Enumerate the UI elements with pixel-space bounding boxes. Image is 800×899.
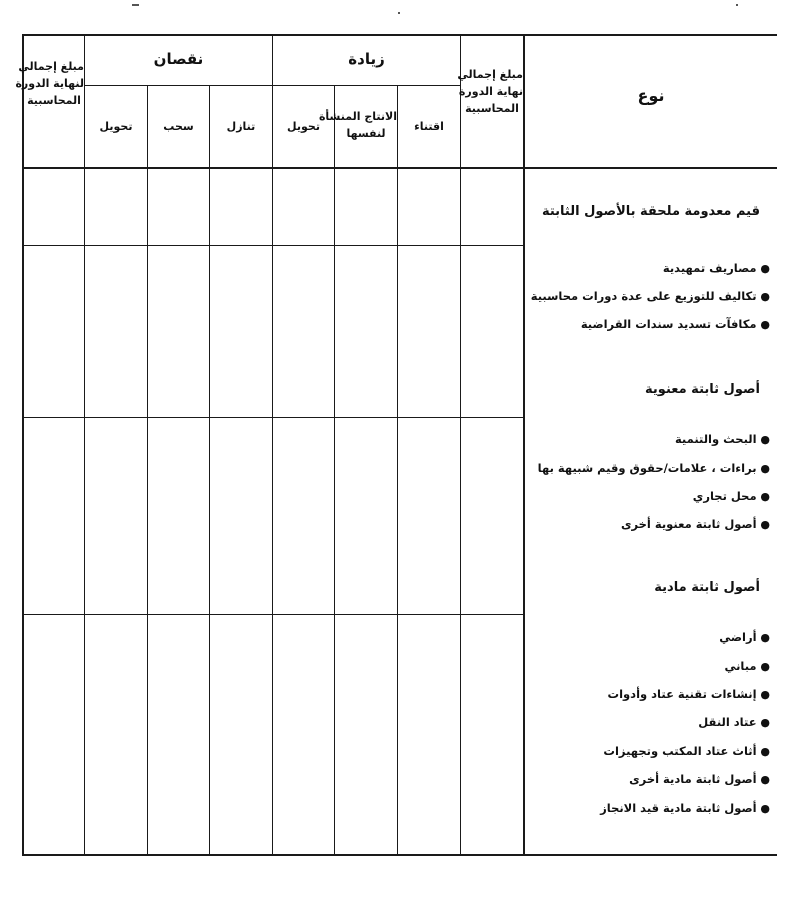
increase-header: زيادة xyxy=(348,50,385,68)
increase-col-transfer: تحويل xyxy=(287,120,320,133)
closing-total-header: مبلغ إجمالي لنهاية الدورة المحاسبية xyxy=(15,60,84,107)
column-divider xyxy=(84,34,85,856)
list-item: ● البحث والتنمية xyxy=(675,432,770,446)
list-item: ● مكافآت تسديد سندات القراضية xyxy=(581,317,770,331)
column-divider xyxy=(460,34,461,856)
table-bottom-border xyxy=(22,854,777,856)
scan-speck xyxy=(736,4,738,6)
list-item: ● مصاريف تمهيدية xyxy=(663,261,770,275)
decrease-col-withdrawal: سحب xyxy=(163,120,194,133)
row-divider xyxy=(22,417,524,418)
list-item: ● براءات ، علامات/حقوق وقيم شبيهة بها xyxy=(538,461,770,475)
opening-total-header: مبلغ إجمالي نهاية الدورة المحاسبية xyxy=(457,68,523,115)
decrease-header: نقصان xyxy=(153,50,204,68)
row-divider xyxy=(22,614,524,615)
table-top-border xyxy=(22,34,777,36)
list-item: ● أصول ثابتة معنوية أخرى xyxy=(621,517,770,531)
type-header: نوع xyxy=(637,86,665,105)
decrease-col-transfer: تحويل xyxy=(99,120,133,133)
scan-speck xyxy=(398,12,400,14)
list-item: ● أثاث عتاد المكتب وتجهيزات xyxy=(603,744,770,758)
scan-speck xyxy=(132,4,139,6)
section-title-tangible-assets: أصول ثابتة مادية xyxy=(654,580,760,595)
column-divider xyxy=(272,34,273,856)
header-bottom-border xyxy=(22,167,777,169)
group-header-divider xyxy=(85,85,461,86)
decrease-col-disposal: تنازل xyxy=(226,120,256,133)
section-title-write-offs: قيم معدومة ملحقة بالأصول الثابتة xyxy=(541,204,760,219)
column-divider xyxy=(523,34,525,856)
row-divider xyxy=(22,245,524,246)
list-item: ● إنشاءات تقنية عتاد وأدوات xyxy=(608,687,770,701)
increase-col-acquisition: اقتناء xyxy=(414,120,444,133)
column-divider xyxy=(209,85,210,856)
increase-col-own-production: الانتاج المنشأة لنفسها xyxy=(318,110,397,140)
table-left-border xyxy=(22,34,24,856)
list-item: ● أصول ثابتة مادية قيد الانجاز xyxy=(600,801,770,815)
list-item: ● عتاد النقل xyxy=(698,715,770,729)
column-divider xyxy=(147,85,148,856)
list-item: ● تكاليف للتوزيع على عدة دورات محاسبية xyxy=(531,289,770,303)
list-item: ● محل تجاري xyxy=(693,489,770,503)
section-title-intangible-assets: أصول ثابتة معنوية xyxy=(645,382,760,397)
list-item: ● أصول ثابتة مادية أخرى xyxy=(629,772,770,786)
list-item: ● أراضي xyxy=(719,630,770,644)
list-item: ● مباني xyxy=(724,659,770,673)
column-divider xyxy=(397,85,398,856)
column-divider xyxy=(334,85,335,856)
